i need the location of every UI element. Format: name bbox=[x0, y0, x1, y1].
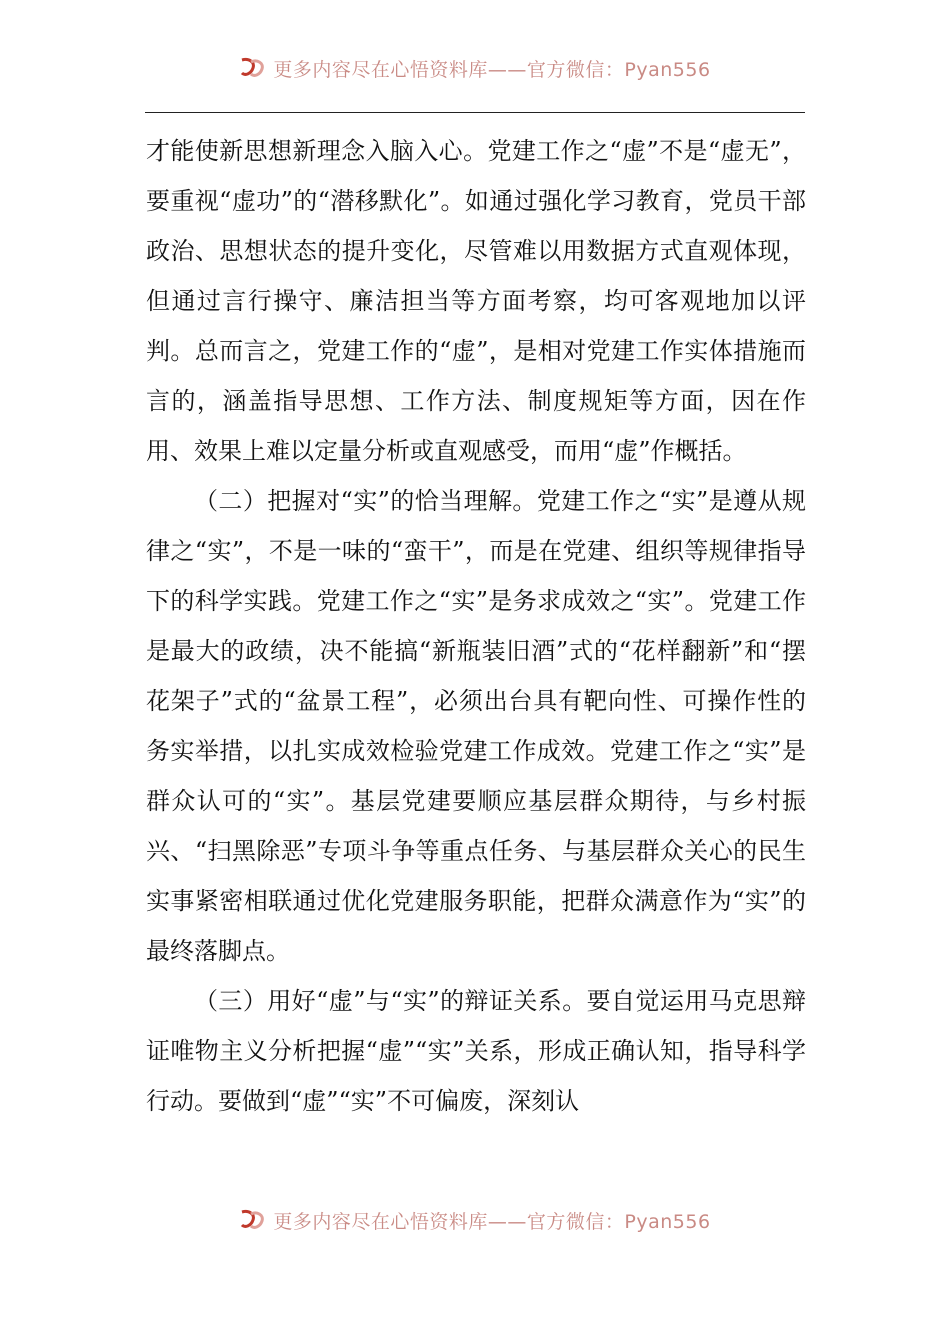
watermark-header bbox=[0, 48, 950, 88]
paragraph-3: （三）用好“虚”与“实”的辩证关系。要自觉运用马克思辩证唯物主义分析把握“虚”“实”关系，形成正确认知，指导科学行动。要做到“虚”“实”不可偏废，深刻认 bbox=[146, 987, 806, 1115]
watermark-text: 更多内容尽在心悟资料库——官方微信：Pyan556 bbox=[273, 1210, 711, 1233]
brand-logo-icon bbox=[239, 1208, 267, 1232]
paragraph-2: （二）把握对“实”的恰当理解。党建工作之“实”是遵从规律之“实”，不是一味的“蛮干”，而是在党建、组织等规律指导下的科学实践。党建工作之“实”是务求成效之“实”。党建工作是最大的政绩，决不能搞“新瓶装旧酒”式的“花样翻新”和“摆花架子”式的“盆景工程”，必须出台具有靶向性、可操作性的务实举措，以扎实成效检验党建工作成效。党建工作之“实”是群众认可的“实”。基层党建要顺应基层群众期待，与乡村振兴、“扫黑除恶”专项斗争等重点任务、与基层群众关心的民生实事紧密相联通过优化党建服务职能，把群众满意作为“实”的最终落脚点。 bbox=[146, 487, 806, 965]
document-body bbox=[146, 126, 806, 1126]
brand-logo-icon bbox=[239, 56, 267, 80]
watermark-footer bbox=[0, 1200, 950, 1240]
paragraph-1: 才能使新思想新理念入脑入心。党建工作之“虚”不是“虚无”，要重视“虚功”的“潜移默化”。如通过强化学习教育，党员干部政治、思想状态的提升变化，尽管难以用数据方式直观体现，但通过言行操守、廉洁担当等方面考察，均可客观地加以评判。总而言之，党建工作的“虚”，是相对党建工作实体措施而言的，涵盖指导思想、工作方法、制度规矩等方面，因在作用、效果上难以定量分析或直观感受，而用“虚”作概括。 bbox=[146, 137, 806, 465]
header-rule bbox=[145, 112, 805, 113]
watermark-text: 更多内容尽在心悟资料库——官方微信：Pyan556 bbox=[273, 58, 711, 81]
